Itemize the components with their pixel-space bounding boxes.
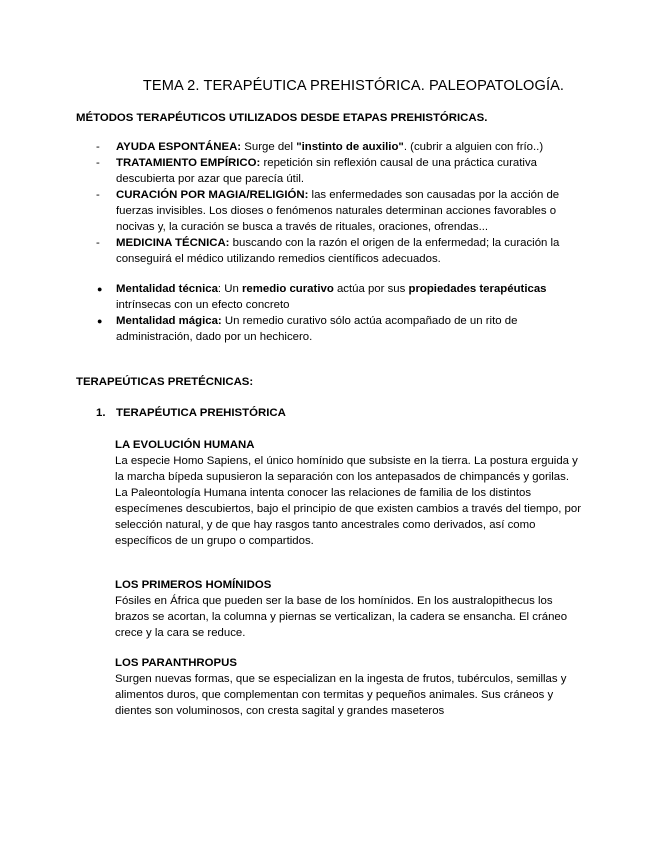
pretecnicas-heading: TERAPEÚTICAS PRETÉCNICAS: bbox=[76, 376, 254, 388]
method-label: MEDICINA TÉCNICA: bbox=[116, 237, 230, 249]
paragraph: Surgen nuevas formas, que se especializan en la ingesta de frutos, tubérculos, semillas y alimentos duros, que complementan con termitas y pequeños animales. Sus cráneos y dientes son voluminosos, con cresta sagital y grandes maseteros bbox=[115, 673, 567, 717]
numbered-item bbox=[96, 405, 286, 421]
item-number: 1. bbox=[96, 407, 106, 419]
bullet-icon: ● bbox=[97, 316, 103, 326]
section-title: LOS PARANTHROPUS bbox=[115, 657, 237, 669]
method-label: TRATAMIENTO EMPÍRICO: bbox=[116, 157, 261, 169]
section-hominidos bbox=[115, 577, 585, 641]
paragraph: La especie Homo Sapiens, el único homínido que subsiste en la tierra. La postura erguida y la marcha bípeda supusieron la separación con los antepasados de chimpancés y gorilas. bbox=[115, 455, 578, 483]
method-label: AYUDA ESPONTÁNEA: bbox=[116, 141, 242, 153]
methods-heading: MÉTODOS TERAPÉUTICOS UTILIZADOS DESDE ETAPAS PREHISTÓRICAS. bbox=[76, 112, 488, 124]
section-title: LOS PRIMEROS HOMÍNIDOS bbox=[115, 579, 272, 591]
paragraph: Fósiles en África que pueden ser la base de los homínidos. En los australopithecus los brazos se acortan, la columna y piernas se verticalizan, la cadera se ensancha. El cráneo crece y la cara se reduce. bbox=[115, 595, 568, 639]
methods-list bbox=[96, 139, 578, 267]
bullet-icon: ● bbox=[97, 284, 103, 294]
section-paranthropus bbox=[115, 655, 585, 719]
mentalities-list bbox=[96, 281, 578, 345]
section-title: LA EVOLUCIÓN HUMANA bbox=[115, 439, 255, 451]
paragraph: La Paleontología Humana intenta conocer las relaciones de familia de los distintos especímenes descubiertos, bajo el principio de que existen cambios a través del tiempo, por selección natural, y de que hay rasgos tanto ancestrales como derivados, así como específicos de un grupo o compartidos. bbox=[115, 487, 582, 547]
dash-marker: - bbox=[96, 141, 100, 153]
list-item: - AYUDA ESPONTÁNEA: Surge del "instinto de auxilio". (cubrir a alguien con frío..) bbox=[96, 141, 544, 153]
list-item: - TRATAMIENTO EMPÍRICO: repetición sin reflexión causal de una práctica curativa descubierta por azar que parecía útil. bbox=[96, 157, 537, 185]
list-item: - MEDICINA TÉCNICA: buscando con la razón el origen de la enfermedad; la curación la conseguirá el médico utilizando remedios científicos adecuados. bbox=[96, 237, 560, 265]
list-item: ● Mentalidad técnica: Un remedio curativo actúa por sus propiedades terapéuticas intrínsecas con un efecto concreto bbox=[97, 283, 547, 311]
dash-marker: - bbox=[96, 157, 100, 169]
item-title: TERAPÉUTICA PREHISTÓRICA bbox=[116, 407, 286, 419]
dash-marker: - bbox=[96, 237, 100, 249]
dash-marker: - bbox=[96, 189, 100, 201]
list-item: - CURACIÓN POR MAGIA/RELIGIÓN: las enfermedades son causadas por la acción de fuerzas invisibles. Los dioses o fenómenos naturales determinan acciones favorables o nocivas y, la curación se busca a través de rituales, oraciones, ofrendas... bbox=[96, 189, 560, 233]
method-label: CURACIÓN POR MAGIA/RELIGIÓN: bbox=[116, 189, 309, 201]
section-evolucion bbox=[115, 437, 585, 549]
list-item: ● Mentalidad mágica: Un remedio curativo sólo actúa acompañado de un rito de administración, dado por un hechicero. bbox=[97, 315, 518, 343]
page-title: TEMA 2. TERAPÉUTICA PREHISTÓRICA. PALEOPATOLOGÍA. bbox=[142, 78, 565, 94]
